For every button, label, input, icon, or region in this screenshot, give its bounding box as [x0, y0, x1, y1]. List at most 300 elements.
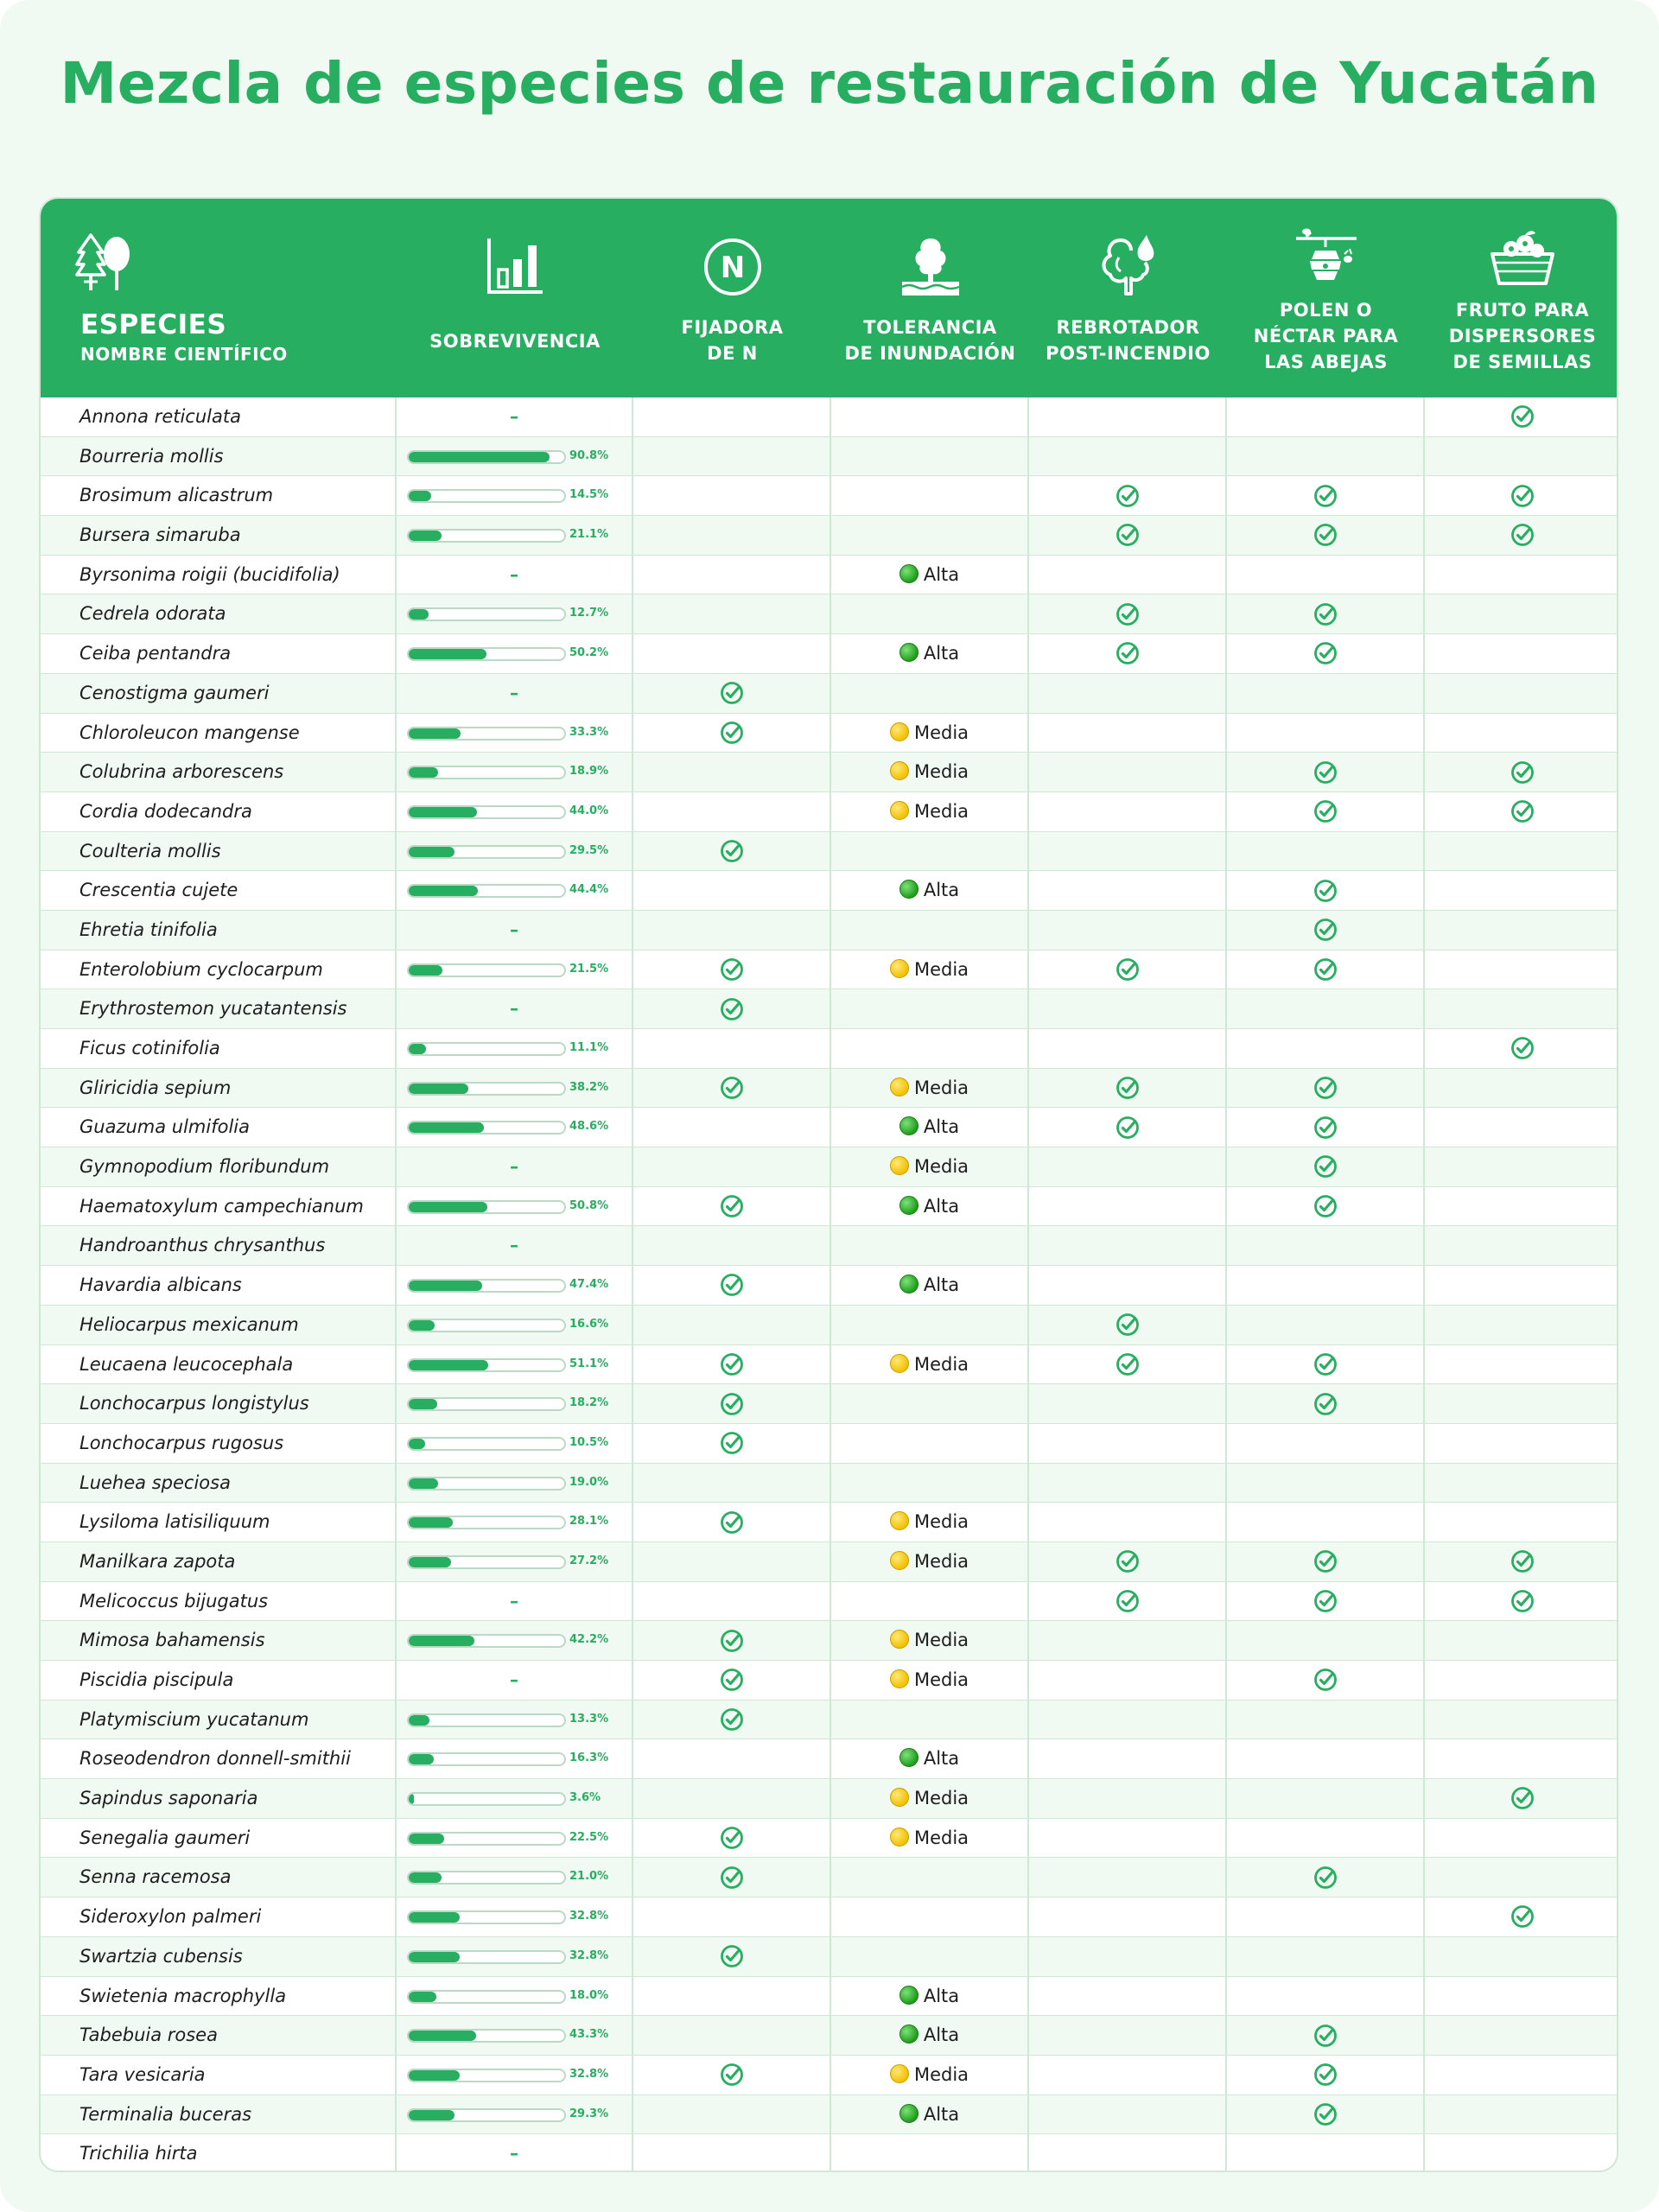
check-icon [1510, 523, 1535, 547]
seeds-cell [1425, 397, 1618, 436]
survival-value: 10.5% [569, 1435, 609, 1449]
species-name: Platymiscium yucatanum [79, 1708, 309, 1730]
flood-tolerance-label: Alta [923, 880, 960, 901]
survival-value: 14.5% [569, 488, 609, 502]
species-name: Byrsonima roigii (bucidifolia) [79, 563, 340, 585]
survival-bar [407, 1358, 566, 1372]
flood-cell [831, 1187, 1029, 1226]
bees-cell [1227, 397, 1425, 436]
survival-bar [407, 1477, 566, 1491]
flood-cell [831, 1977, 1029, 2016]
bees-cell [1227, 1147, 1425, 1186]
survival-cell [397, 476, 633, 515]
table-row [41, 1464, 1618, 1503]
survival-value: 12.7% [569, 607, 609, 620]
survival-bar [407, 1516, 566, 1529]
flood-cell [831, 1069, 1029, 1108]
survival-bar [407, 805, 566, 819]
check-icon [1313, 799, 1338, 823]
survival-cell [397, 2016, 633, 2055]
survival-value: 44.4% [569, 883, 609, 897]
survival-bar [407, 1792, 566, 1806]
species-cell [41, 2016, 397, 2055]
nfix-cell [633, 1464, 831, 1503]
fire-cell [1029, 1858, 1227, 1897]
species-name: Handroanthus chrysanthus [79, 1235, 326, 1256]
survival-bar-fill [409, 649, 486, 659]
species-cell [41, 1819, 397, 1858]
species-cell [41, 516, 397, 555]
survival-value: 33.3% [569, 725, 609, 739]
species-cell [41, 2056, 397, 2094]
survival-cell [397, 516, 633, 555]
bees-cell [1227, 1739, 1425, 1778]
species-name: Trichilia hirta [79, 2143, 198, 2164]
fire-cell [1029, 1187, 1227, 1226]
flood-cell [831, 950, 1029, 989]
survival-bar [407, 1082, 566, 1096]
survival-cell [397, 1464, 633, 1503]
survival-value: 50.2% [569, 646, 609, 660]
survival-bar-fill [409, 1557, 451, 1567]
check-icon [1313, 1076, 1338, 1100]
nfix-cell [633, 1542, 831, 1581]
flood-tolerance [831, 753, 1027, 791]
nfix-cell [633, 2134, 831, 2172]
survival-missing: – [510, 1590, 518, 1611]
header-survival [397, 199, 633, 397]
flood-cell [831, 674, 1029, 713]
species-name: Ceiba pentandra [79, 643, 232, 664]
flood-cell [831, 1226, 1029, 1265]
survival-missing: – [510, 1669, 518, 1690]
table-row [41, 1819, 1618, 1859]
survival-bar-fill [409, 1044, 426, 1054]
check-icon [1313, 918, 1338, 942]
survival-bar-fill [409, 1360, 488, 1370]
flood-tolerance-label: Alta [923, 2103, 960, 2125]
seeds-cell [1425, 556, 1618, 594]
nfix-cell [633, 989, 831, 1028]
survival-bar-fill [409, 1399, 437, 1409]
check-icon [720, 1866, 744, 1890]
seeds-cell [1425, 911, 1618, 950]
species-name: Ficus cotinifolia [79, 1038, 220, 1058]
survival-cell [397, 1187, 633, 1226]
species-cell [41, 1384, 397, 1423]
species-cell [41, 634, 397, 673]
survival-value: 38.2% [569, 1080, 609, 1094]
survival-cell [397, 871, 633, 910]
check-icon [1116, 957, 1140, 982]
species-cell [41, 1029, 397, 1068]
species-name: Mimosa bahamensis [79, 1630, 265, 1651]
survival-bar-fill [409, 1439, 425, 1449]
survival-cell [397, 2134, 633, 2172]
species-cell [41, 1306, 397, 1344]
survival-cell [397, 1621, 633, 1660]
species-name: Bourreria mollis [79, 445, 224, 467]
survival-bar [407, 1950, 566, 1964]
table-row [41, 476, 1618, 516]
flood-cell [831, 634, 1029, 673]
flood-tolerance-label: Alta [923, 1116, 960, 1138]
table-row [41, 1977, 1618, 2017]
species-name: Bursera simaruba [79, 524, 241, 546]
survival-bar-fill [409, 1715, 429, 1726]
survival-bar-fill [409, 965, 442, 976]
survival-cell [397, 1977, 633, 2016]
seeds-cell [1425, 1542, 1618, 1581]
species-name: Lonchocarpus longistylus [79, 1393, 309, 1414]
fire-cell [1029, 594, 1227, 633]
table-row [41, 911, 1618, 950]
survival-value: 29.3% [569, 2107, 609, 2120]
nfix-cell [633, 1621, 831, 1660]
check-icon [1313, 1392, 1338, 1416]
survival-value: 22.5% [569, 1830, 609, 1844]
flood-tolerance-label: Media [913, 958, 969, 980]
bees-cell [1227, 2134, 1425, 2172]
survival-value: 32.8% [569, 2067, 609, 2081]
bees-cell [1227, 871, 1425, 910]
flood-tolerance [831, 1187, 1027, 1225]
survival-bar [407, 727, 566, 741]
nfix-cell [633, 1424, 831, 1463]
seeds-cell [1425, 1700, 1618, 1739]
check-icon [1313, 2063, 1338, 2087]
fire-cell [1029, 1108, 1227, 1147]
species-cell [41, 1266, 397, 1305]
species-cell [41, 2134, 397, 2172]
check-icon [720, 2063, 744, 2087]
species-cell [41, 1187, 397, 1226]
species-name: Manilkara zapota [79, 1550, 236, 1572]
fire-cell [1029, 753, 1227, 791]
survival-bar [407, 1990, 566, 2004]
survival-cell [397, 1700, 633, 1739]
survival-cell [397, 989, 633, 1028]
check-icon [1116, 1549, 1140, 1573]
fire-cell [1029, 832, 1227, 871]
check-icon [1313, 1866, 1338, 1890]
seeds-cell [1425, 2095, 1618, 2134]
trees-icon [75, 232, 132, 294]
species-cell [41, 871, 397, 910]
survival-bar [407, 607, 566, 621]
flood-tolerance-label: Alta [923, 643, 960, 664]
seeds-cell [1425, 1187, 1618, 1226]
nfix-cell [633, 1503, 831, 1541]
flood-cell [831, 832, 1029, 871]
species-name: Haematoxylum campechianum [79, 1195, 364, 1217]
check-icon [720, 1431, 744, 1455]
bees-cell [1227, 1464, 1425, 1503]
survival-cell [397, 1306, 633, 1344]
flood-tolerance [831, 792, 1027, 830]
yellow-dot-icon [890, 2064, 909, 2083]
species-cell [41, 397, 397, 436]
flood-tolerance-label: Alta [923, 1748, 960, 1770]
flood-tolerance-label: Media [913, 1550, 969, 1572]
fire-cell [1029, 1345, 1227, 1384]
species-cell [41, 989, 397, 1028]
table-row [41, 1739, 1618, 1779]
check-icon [720, 1629, 744, 1653]
species-name: Leucaena leucocephala [79, 1353, 294, 1375]
seeds-cell [1425, 871, 1618, 910]
seeds-cell [1425, 1858, 1618, 1897]
species-name: Cedrela odorata [79, 603, 226, 625]
nfix-cell [633, 871, 831, 910]
fire-cell [1029, 634, 1227, 673]
survival-bar [407, 450, 566, 464]
flood-cell [831, 516, 1029, 555]
nfix-cell [633, 1226, 831, 1265]
survival-bar-fill [409, 767, 438, 778]
nfix-cell [633, 594, 831, 633]
bees-cell [1227, 1187, 1425, 1226]
seeds-cell [1425, 516, 1618, 555]
fire-cell [1029, 1464, 1227, 1503]
check-icon [720, 1194, 744, 1218]
green-dot-icon [899, 2024, 918, 2044]
nfix-cell [633, 950, 831, 989]
green-dot-icon [899, 1986, 918, 2005]
fire-cell [1029, 1582, 1227, 1621]
table-row [41, 1306, 1618, 1345]
yellow-dot-icon [890, 1354, 909, 1373]
species-name: Tabebuia rosea [79, 2024, 218, 2046]
species-cell [41, 950, 397, 989]
seeds-cell [1425, 594, 1618, 633]
seeds-cell [1425, 989, 1618, 1028]
seeds-cell [1425, 950, 1618, 989]
flood-cell [831, 476, 1029, 515]
bees-cell [1227, 1621, 1425, 1660]
table-body [41, 397, 1618, 2172]
survival-value: 51.1% [569, 1357, 609, 1370]
check-icon [1510, 1589, 1535, 1613]
flood-tolerance-label: Media [913, 761, 969, 783]
survival-bar [407, 1713, 566, 1727]
flood-tolerance [831, 556, 1027, 594]
survival-value: 21.1% [569, 528, 609, 542]
seeds-cell [1425, 2056, 1618, 2094]
survival-value: 27.2% [569, 1554, 609, 1567]
check-icon [720, 1826, 744, 1850]
table-row [41, 397, 1618, 437]
table-row [41, 1858, 1618, 1897]
species-cell [41, 1226, 397, 1265]
flood-cell [831, 1424, 1029, 1463]
species-name: Brosimum alicastrum [79, 485, 274, 506]
check-icon [1510, 1786, 1535, 1810]
nfix-cell [633, 1977, 831, 2016]
survival-bar-fill [409, 1912, 460, 1923]
fire-cell [1029, 871, 1227, 910]
check-icon [720, 1273, 744, 1297]
nfix-cell [633, 792, 831, 831]
flood-tolerance [831, 714, 1027, 752]
flood-tolerance-label: Alta [923, 1195, 960, 1217]
tree-fire-icon [1096, 232, 1160, 297]
survival-cell [397, 397, 633, 436]
seeds-cell [1425, 1226, 1618, 1265]
flood-cell [831, 1464, 1029, 1503]
survival-value: 44.0% [569, 804, 609, 817]
survival-bar-fill [409, 1122, 484, 1133]
survival-value: 16.3% [569, 1751, 609, 1765]
survival-bar [407, 1279, 566, 1293]
table-row [41, 516, 1618, 556]
fire-cell [1029, 1819, 1227, 1858]
species-name: Tara vesicaria [79, 2063, 206, 2085]
species-name: Enterolobium cyclocarpum [79, 958, 323, 980]
survival-bar-fill [409, 886, 478, 896]
flood-tolerance [831, 1069, 1027, 1107]
nfix-cell [633, 2016, 831, 2055]
check-icon [720, 1944, 744, 1968]
survival-cell [397, 1424, 633, 1463]
flood-tolerance-label: Media [913, 1511, 969, 1533]
survival-cell [397, 1147, 633, 1186]
species-cell [41, 1582, 397, 1621]
table-row [41, 634, 1618, 674]
survival-bar-fill [409, 1084, 468, 1094]
flood-tolerance [831, 1108, 1027, 1146]
survival-bar [407, 1910, 566, 1924]
seeds-cell [1425, 476, 1618, 515]
survival-value: 50.8% [569, 1198, 609, 1212]
bees-cell [1227, 2056, 1425, 2094]
seeds-cell [1425, 634, 1618, 673]
seeds-cell [1425, 753, 1618, 791]
bees-cell [1227, 714, 1425, 753]
nfix-cell [633, 1384, 831, 1423]
table-row [41, 1897, 1618, 1937]
survival-bar [407, 2108, 566, 2122]
flood-cell [831, 1029, 1029, 1068]
table-row [41, 1345, 1618, 1385]
check-icon [1116, 484, 1140, 508]
nfix-cell [633, 1108, 831, 1147]
species-cell [41, 1147, 397, 1186]
survival-value: 32.8% [569, 1910, 609, 1923]
fire-cell [1029, 1029, 1227, 1068]
survival-cell [397, 1819, 633, 1858]
survival-missing: – [510, 1156, 518, 1178]
survival-bar [407, 884, 566, 898]
green-dot-icon [899, 643, 918, 662]
fire-cell [1029, 1739, 1227, 1778]
check-icon [720, 1668, 744, 1692]
header-flood-label: TOLERANCIA DE INUNDACIÓN [844, 317, 1016, 364]
seeds-cell [1425, 1108, 1618, 1147]
fire-cell [1029, 476, 1227, 515]
check-icon [1313, 1549, 1338, 1573]
check-icon [1313, 602, 1338, 626]
fire-cell [1029, 1897, 1227, 1936]
flood-cell [831, 1306, 1029, 1344]
tree-water-icon [899, 233, 963, 297]
species-cell [41, 792, 397, 831]
seeds-cell [1425, 792, 1618, 831]
species-name: Terminalia buceras [79, 2103, 252, 2125]
table-row [41, 2095, 1618, 2135]
survival-value: 18.2% [569, 1396, 609, 1410]
table-row [41, 1582, 1618, 1622]
flood-tolerance [831, 1779, 1027, 1817]
bees-cell [1227, 674, 1425, 713]
seeds-cell [1425, 1266, 1618, 1305]
yellow-dot-icon [890, 1156, 909, 1175]
fire-cell [1029, 1306, 1227, 1344]
survival-cell [397, 950, 633, 989]
bees-cell [1227, 1226, 1425, 1265]
yellow-dot-icon [890, 1827, 909, 1847]
yellow-dot-icon [890, 959, 909, 978]
survival-bar [407, 1832, 566, 1846]
flood-cell [831, 1147, 1029, 1186]
survival-cell [397, 634, 633, 673]
flood-cell [831, 1345, 1029, 1384]
bees-cell [1227, 911, 1425, 950]
fire-cell [1029, 1503, 1227, 1541]
species-cell [41, 714, 397, 753]
table-row [41, 1187, 1618, 1227]
table-row [41, 594, 1618, 634]
survival-bar-fill [409, 728, 461, 739]
flood-tolerance [831, 1621, 1027, 1659]
flood-cell [831, 2134, 1029, 2172]
check-icon [1313, 879, 1338, 903]
survival-bar [407, 1871, 566, 1885]
flood-cell [831, 2016, 1029, 2055]
bees-cell [1227, 1345, 1425, 1384]
fire-cell [1029, 1226, 1227, 1265]
fire-cell [1029, 2095, 1227, 2134]
survival-bar-fill [409, 1952, 460, 1962]
flood-cell [831, 1739, 1029, 1778]
flood-cell [831, 1108, 1029, 1147]
bees-cell [1227, 1661, 1425, 1700]
table-row [41, 792, 1618, 832]
survival-bar-fill [409, 1992, 436, 2002]
flood-cell [831, 1621, 1029, 1660]
seeds-cell [1425, 1661, 1618, 1700]
flood-tolerance [831, 1977, 1027, 2015]
flood-cell [831, 1542, 1029, 1581]
survival-value: 19.0% [569, 1475, 609, 1489]
species-cell [41, 594, 397, 633]
survival-cell [397, 674, 633, 713]
bees-cell [1227, 1069, 1425, 1108]
check-icon [720, 1076, 744, 1100]
nfix-cell [633, 1858, 831, 1897]
check-icon [1116, 1589, 1140, 1613]
survival-bar-fill [409, 491, 431, 501]
seeds-cell [1425, 1582, 1618, 1621]
fire-cell [1029, 2056, 1227, 2094]
seeds-cell [1425, 437, 1618, 476]
species-cell [41, 1779, 397, 1818]
survival-bar-fill [409, 1478, 438, 1489]
flood-cell [831, 989, 1029, 1028]
check-icon [1510, 484, 1535, 508]
survival-cell [397, 1266, 633, 1305]
nfix-cell [633, 1779, 831, 1818]
